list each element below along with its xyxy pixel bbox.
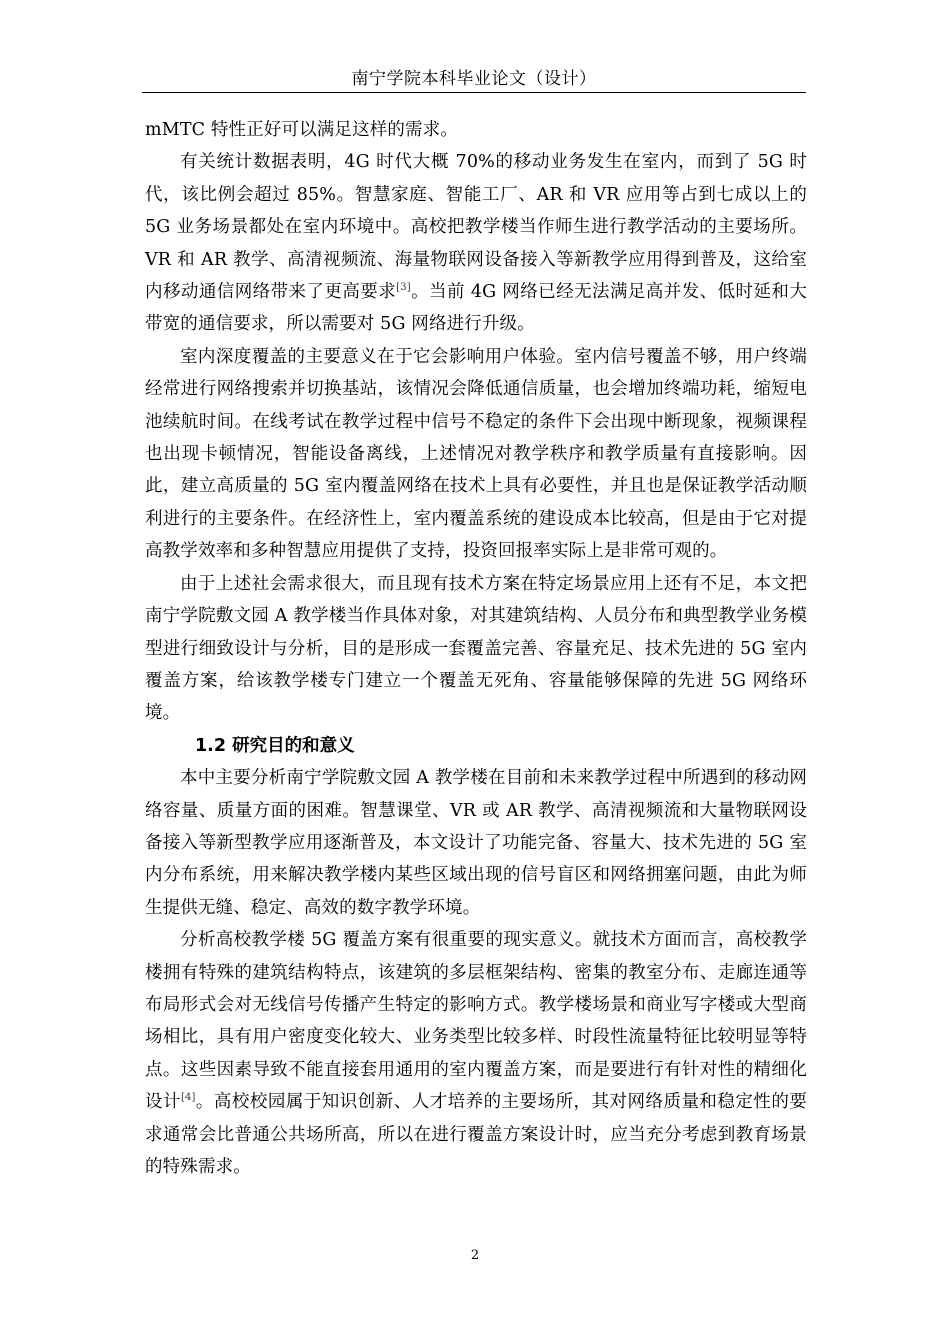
- paragraph-text: 有关统计数据表明，4G 时代大概 70%的移动业务发生在室内，而到了 5G 时代，该比例会超过 85%。智慧家庭、智能工厂、AR 和 VR 应用等占到七成以上的 5G 业务场景都处在室内环境中。高校把教学楼当作师生进行教学活动的主要场所。VR 和 AR 教学、高清视频流、海量物联网设备接入等新教学应用得到普及，这给室内移动通信网络带来了更高要求: [145, 152, 807, 303]
- paragraph-text: 由于上述社会需求很大，而且现有技术方案在特定场景应用上还有不足，本文把南宁学院敷文园 A 教学楼当作具体对象，对其建筑结构、人员分布和典型教学业务模型进行细致设计与分析，目的是形成一套覆盖完善、容量充足、技术先进的 5G 室内覆盖方案，给该教学楼专门建立一个覆盖无死角、容量能够保障的先进 5G 网络环境。: [145, 573, 807, 724]
- page-number: 2: [470, 1248, 480, 1263]
- paragraph-significance: [145, 924, 807, 1183]
- paragraph-project-scope: [145, 568, 807, 730]
- citation-reference: [3]: [396, 282, 411, 294]
- paragraph-text: 室内深度覆盖的主要意义在于它会影响用户体验。室内信号覆盖不够，用户终端经常进行网络搜索并切换基站，该情况会降低通信质量，也会增加终端功耗，缩短电池续航时间。在线考试在教学过程中信号不稳定的条件下会出现中断现象，视频课程也出现卡顿情况，智能设备离线，上述情况对教学秩序和教学质量有直接影响。因此，建立高质量的 5G 室内覆盖网络在技术上具有必要性，并且也是保证教学活动顺利进行的主要条件。在经济性上，室内覆盖系统的建设成本比较高，但是由于它对提高教学效率和多种智慧应用提供了支持，投资回报率实际上是非常可观的。: [145, 346, 807, 562]
- section-heading: 1.2 研究目的和意义: [195, 735, 355, 756]
- paragraph-research-purpose: [145, 762, 807, 924]
- header-rule: [142, 92, 806, 93]
- paragraph-text: mMTC 特性正好可以满足这样的需求。: [145, 120, 458, 140]
- running-header: 南宁学院本科毕业论文（设计）: [351, 69, 597, 89]
- paragraph-text: 本中主要分析南宁学院敷文园 A 教学楼在目前和未来教学过程中所遇到的移动网络容量、质量方面的困难。智慧课堂、VR 或 AR 教学、高清视频流和大量物联网设备接入等新型教学应用逐渐普及，本文设计了功能完备、容量大、技术先进的 5G 室内分布系统，用来解决教学楼内某些区域出现的信号盲区和网络拥塞问题，由此为师生提供无缝、稳定、高效的数字教学环境。: [145, 768, 807, 918]
- paragraph-text-tail: 。高校校园属于知识创新、人才培养的主要场所，其对网络质量和稳定性的要求通常会比普通公共场所高，所以在进行覆盖方案设计时，应当充分考虑到教育场景的特殊需求。: [145, 1092, 807, 1177]
- citation-reference: [4]: [180, 1092, 196, 1104]
- paragraph-deep-coverage: [145, 341, 807, 568]
- body-text: [145, 114, 807, 1183]
- paragraph-text-tail: 。当前 4G 网络已经无法满足高并发、低时延和大带宽的通信要求，所以需要对 5G 网络进行升级。: [145, 282, 807, 335]
- paragraph-text: 分析高校教学楼 5G 覆盖方案有很重要的现实意义。就技术方面而言，高校教学楼拥有特殊的建筑结构特点，该建筑的多层框架结构、密集的教室分布、走廊连通等布局形式会对无线信号传播产生特定的影响方式。教学楼场景和商业写字楼或大型商场相比，具有用户密度变化较大、业务类型比较多样、时段性流量特征比较明显等特点。这些因素导致不能直接套用通用的室内覆盖方案，而是要进行有针对性的精细化设计: [145, 930, 807, 1113]
- paragraph-statistics: [145, 146, 807, 340]
- paragraph-continued: [145, 114, 807, 146]
